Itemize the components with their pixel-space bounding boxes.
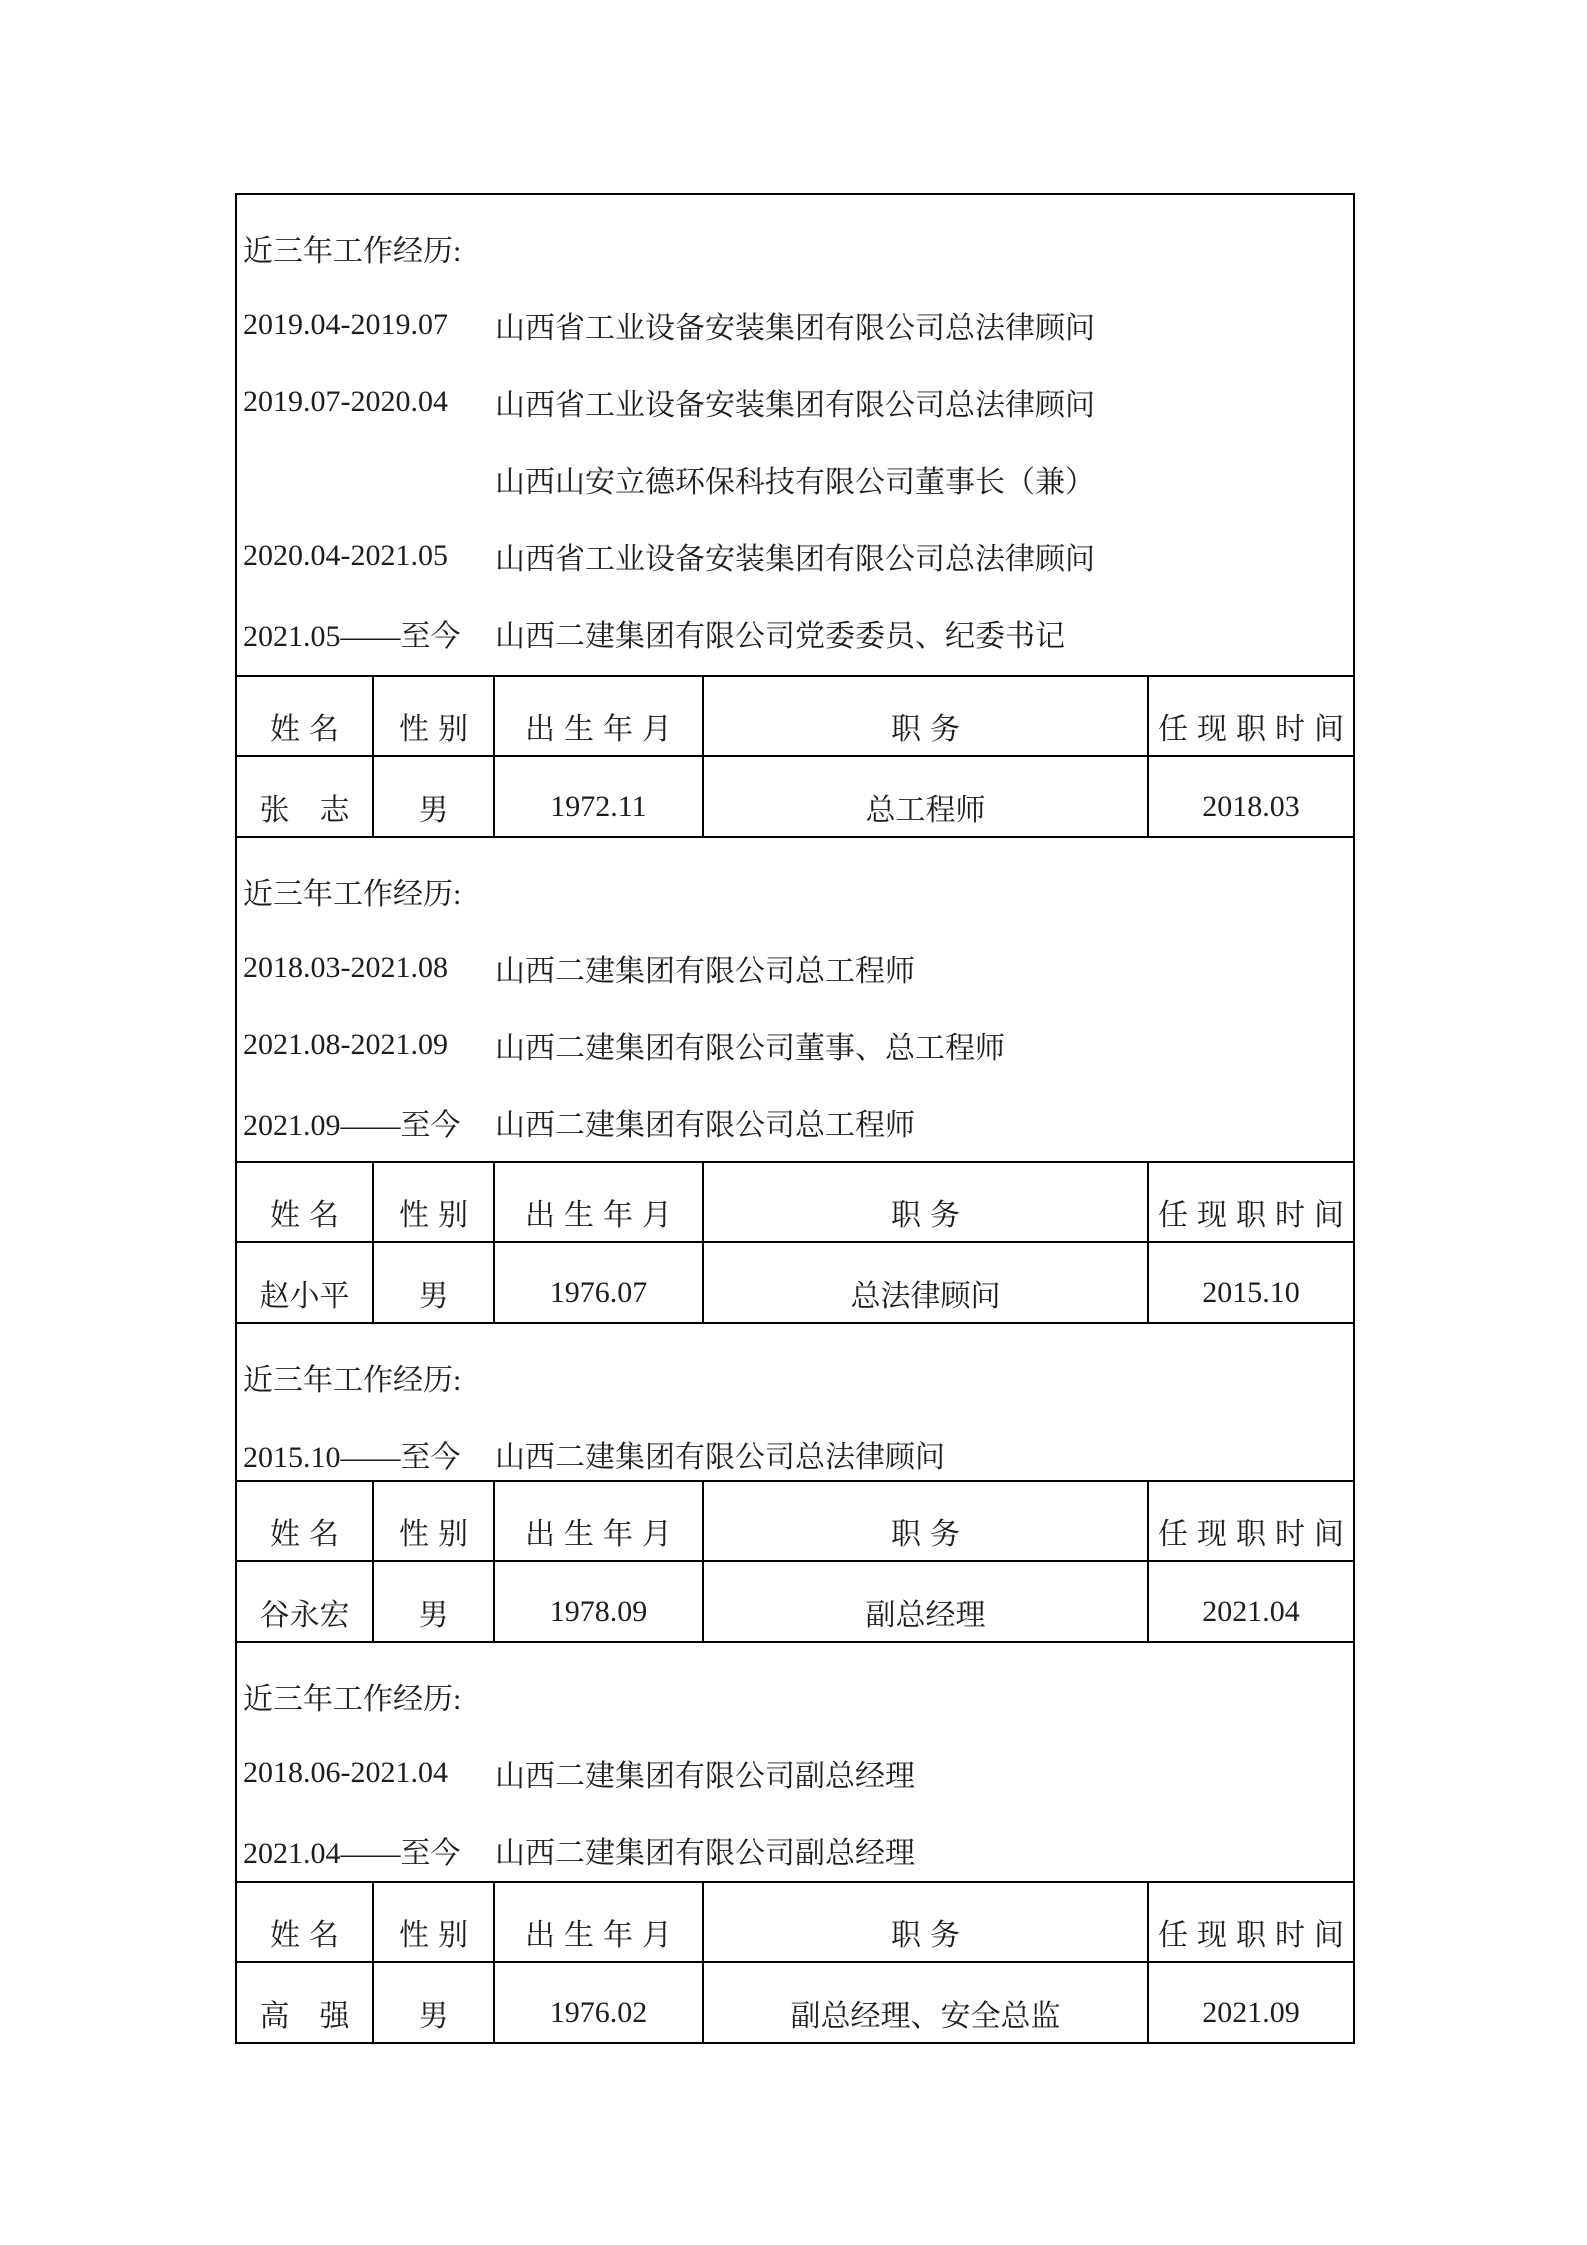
header-cell-label: 性别 [399, 1518, 477, 1551]
person-row [237, 1241, 1353, 1322]
entry-desc: 山西省工业设备安装集团有限公司总法律顾问 [495, 311, 1095, 345]
history-label: 近三年工作经历: [243, 234, 462, 268]
person-cell-name [237, 1243, 374, 1322]
person-value-birth: 1972.11 [550, 789, 647, 823]
entry-desc: 山西省工业设备安装集团有限公司总法律顾问 [495, 388, 1095, 422]
header-cell-name [237, 1482, 374, 1560]
entry-date: 2021.09——至今 [243, 1108, 461, 1142]
person-cell-birth [495, 757, 704, 836]
header-cell-birth [495, 677, 704, 755]
person-value-birth: 1976.02 [549, 1995, 648, 2029]
header-cell-label: 出生年月 [525, 1518, 681, 1551]
header-cell-label: 姓名 [270, 1919, 348, 1952]
person-cell-since [1149, 1963, 1353, 2042]
entry-desc: 山西二建集团有限公司总法律顾问 [495, 1440, 945, 1474]
work-history-block [237, 1322, 1353, 1480]
history-label-line [237, 1338, 1353, 1415]
history-entry [237, 929, 1353, 1006]
history-entry [237, 1415, 1353, 1480]
header-cell-since [1149, 1883, 1353, 1961]
entry-date: 2021.04——至今 [243, 1836, 461, 1870]
history-entry [237, 594, 1353, 671]
header-cell-birth [495, 1883, 704, 1961]
entry-desc: 山西山安立德环保科技有限公司董事长（兼） [495, 465, 1095, 499]
person-cell-since [1149, 757, 1353, 836]
person-value-gender: 男 [418, 1999, 449, 2033]
header-cell-gender [374, 1482, 495, 1560]
header-cell-label: 出生年月 [525, 713, 681, 746]
entry-date: 2019.07-2020.04 [243, 384, 448, 418]
person-value-since: 2021.04 [1202, 1594, 1300, 1628]
person-value-since: 2015.10 [1202, 1275, 1300, 1309]
history-label: 近三年工作经历: [243, 877, 462, 911]
person-cell-gender [374, 1243, 495, 1322]
header-cell-gender [374, 1883, 495, 1961]
person-value-since: 2018.03 [1202, 789, 1300, 823]
person-row [237, 1961, 1353, 2042]
entry-date: 2021.08-2021.09 [243, 1027, 448, 1061]
person-cell-gender [374, 1562, 495, 1641]
header-cell-position [704, 677, 1149, 755]
header-cell-label: 职务 [891, 713, 969, 746]
table-header-row [237, 1881, 1353, 1961]
header-cell-gender [374, 1163, 495, 1241]
header-cell-label: 性别 [399, 713, 477, 746]
person-value-gender: 男 [418, 793, 449, 827]
entry-date: 2019.04-2019.07 [243, 307, 448, 341]
header-cell-name [237, 1883, 374, 1961]
person-value-gender: 男 [418, 1279, 449, 1313]
person-value-name: 张 志 [259, 793, 350, 827]
entry-date: 2020.04-2021.05 [243, 538, 448, 572]
header-cell-label: 任现职时间 [1158, 1518, 1353, 1551]
entry-desc: 山西二建集团有限公司总工程师 [495, 954, 915, 988]
person-value-gender: 男 [418, 1598, 449, 1632]
person-cell-birth [495, 1963, 704, 2042]
person-value-position: 副总经理 [865, 1598, 986, 1632]
history-label: 近三年工作经历: [243, 1682, 462, 1716]
entry-desc: 山西二建集团有限公司党委委员、纪委书记 [495, 619, 1065, 653]
person-cell-position [704, 1562, 1149, 1641]
history-entry [237, 1006, 1353, 1083]
personnel-table [235, 193, 1355, 2044]
history-entry [237, 1734, 1353, 1811]
table-header-row [237, 1161, 1353, 1241]
history-label-line [237, 1657, 1353, 1734]
person-cell-gender [374, 757, 495, 836]
header-cell-label: 职务 [891, 1919, 969, 1952]
header-cell-label: 任现职时间 [1158, 1199, 1353, 1232]
work-history-block [237, 195, 1353, 675]
person-cell-position [704, 757, 1149, 836]
person-cell-position [704, 1963, 1149, 2042]
table-header-row [237, 1480, 1353, 1560]
person-value-position: 副总经理、安全总监 [790, 1999, 1061, 2033]
history-entry [237, 363, 1353, 440]
person-cell-position [704, 1243, 1149, 1322]
header-cell-label: 任现职时间 [1158, 1919, 1353, 1952]
header-cell-position [704, 1163, 1149, 1241]
header-cell-gender [374, 677, 495, 755]
work-history-block [237, 1641, 1353, 1881]
work-history-block [237, 836, 1353, 1161]
header-cell-label: 职务 [891, 1518, 969, 1551]
history-entry [237, 1083, 1353, 1160]
header-cell-name [237, 1163, 374, 1241]
person-cell-birth [495, 1243, 704, 1322]
history-label-line [237, 209, 1353, 286]
person-value-name: 高 强 [259, 1999, 350, 2033]
history-entry [237, 440, 1353, 517]
entry-date: 2018.06-2021.04 [243, 1755, 448, 1789]
header-cell-label: 出生年月 [525, 1199, 681, 1232]
header-cell-birth [495, 1163, 704, 1241]
entry-date: 2015.10——至今 [243, 1440, 461, 1474]
header-cell-name [237, 677, 374, 755]
person-cell-gender [374, 1963, 495, 2042]
entry-desc: 山西二建集团有限公司总工程师 [495, 1108, 915, 1142]
header-cell-birth [495, 1482, 704, 1560]
history-entry [237, 286, 1353, 363]
entry-desc: 山西省工业设备安装集团有限公司总法律顾问 [495, 542, 1095, 576]
person-value-position: 总工程师 [865, 793, 986, 827]
person-value-position: 总法律顾问 [850, 1279, 1001, 1313]
history-label-line [237, 852, 1353, 929]
person-row [237, 1560, 1353, 1641]
header-cell-position [704, 1482, 1149, 1560]
history-entry [237, 517, 1353, 594]
entry-desc: 山西二建集团有限公司董事、总工程师 [495, 1031, 1005, 1065]
person-cell-name [237, 1963, 374, 2042]
header-cell-label: 姓名 [270, 1518, 348, 1551]
header-cell-label: 任现职时间 [1158, 713, 1353, 746]
person-cell-name [237, 1562, 374, 1641]
person-value-birth: 1978.09 [549, 1594, 648, 1628]
header-cell-since [1149, 677, 1353, 755]
person-value-since: 2021.09 [1202, 1995, 1300, 2029]
header-cell-label: 姓名 [270, 1199, 348, 1232]
header-cell-label: 出生年月 [525, 1919, 681, 1952]
person-cell-name [237, 757, 374, 836]
header-cell-since [1149, 1163, 1353, 1241]
entry-desc: 山西二建集团有限公司副总经理 [495, 1759, 915, 1793]
person-value-name: 谷永宏 [259, 1598, 350, 1632]
header-cell-label: 性别 [399, 1919, 477, 1952]
person-row [237, 755, 1353, 836]
entry-date: 2021.05——至今 [243, 619, 461, 653]
header-cell-label: 性别 [399, 1199, 477, 1232]
person-cell-since [1149, 1562, 1353, 1641]
table-header-row [237, 675, 1353, 755]
entry-date: 2018.03-2021.08 [243, 950, 448, 984]
history-label: 近三年工作经历: [243, 1363, 462, 1397]
history-entry [237, 1811, 1353, 1881]
person-value-name: 赵小平 [259, 1279, 350, 1313]
person-value-birth: 1976.07 [549, 1275, 648, 1309]
header-cell-label: 职务 [891, 1199, 969, 1232]
header-cell-position [704, 1883, 1149, 1961]
person-cell-birth [495, 1562, 704, 1641]
entry-desc: 山西二建集团有限公司副总经理 [495, 1836, 915, 1870]
person-cell-since [1149, 1243, 1353, 1322]
header-cell-since [1149, 1482, 1353, 1560]
header-cell-label: 姓名 [270, 713, 348, 746]
